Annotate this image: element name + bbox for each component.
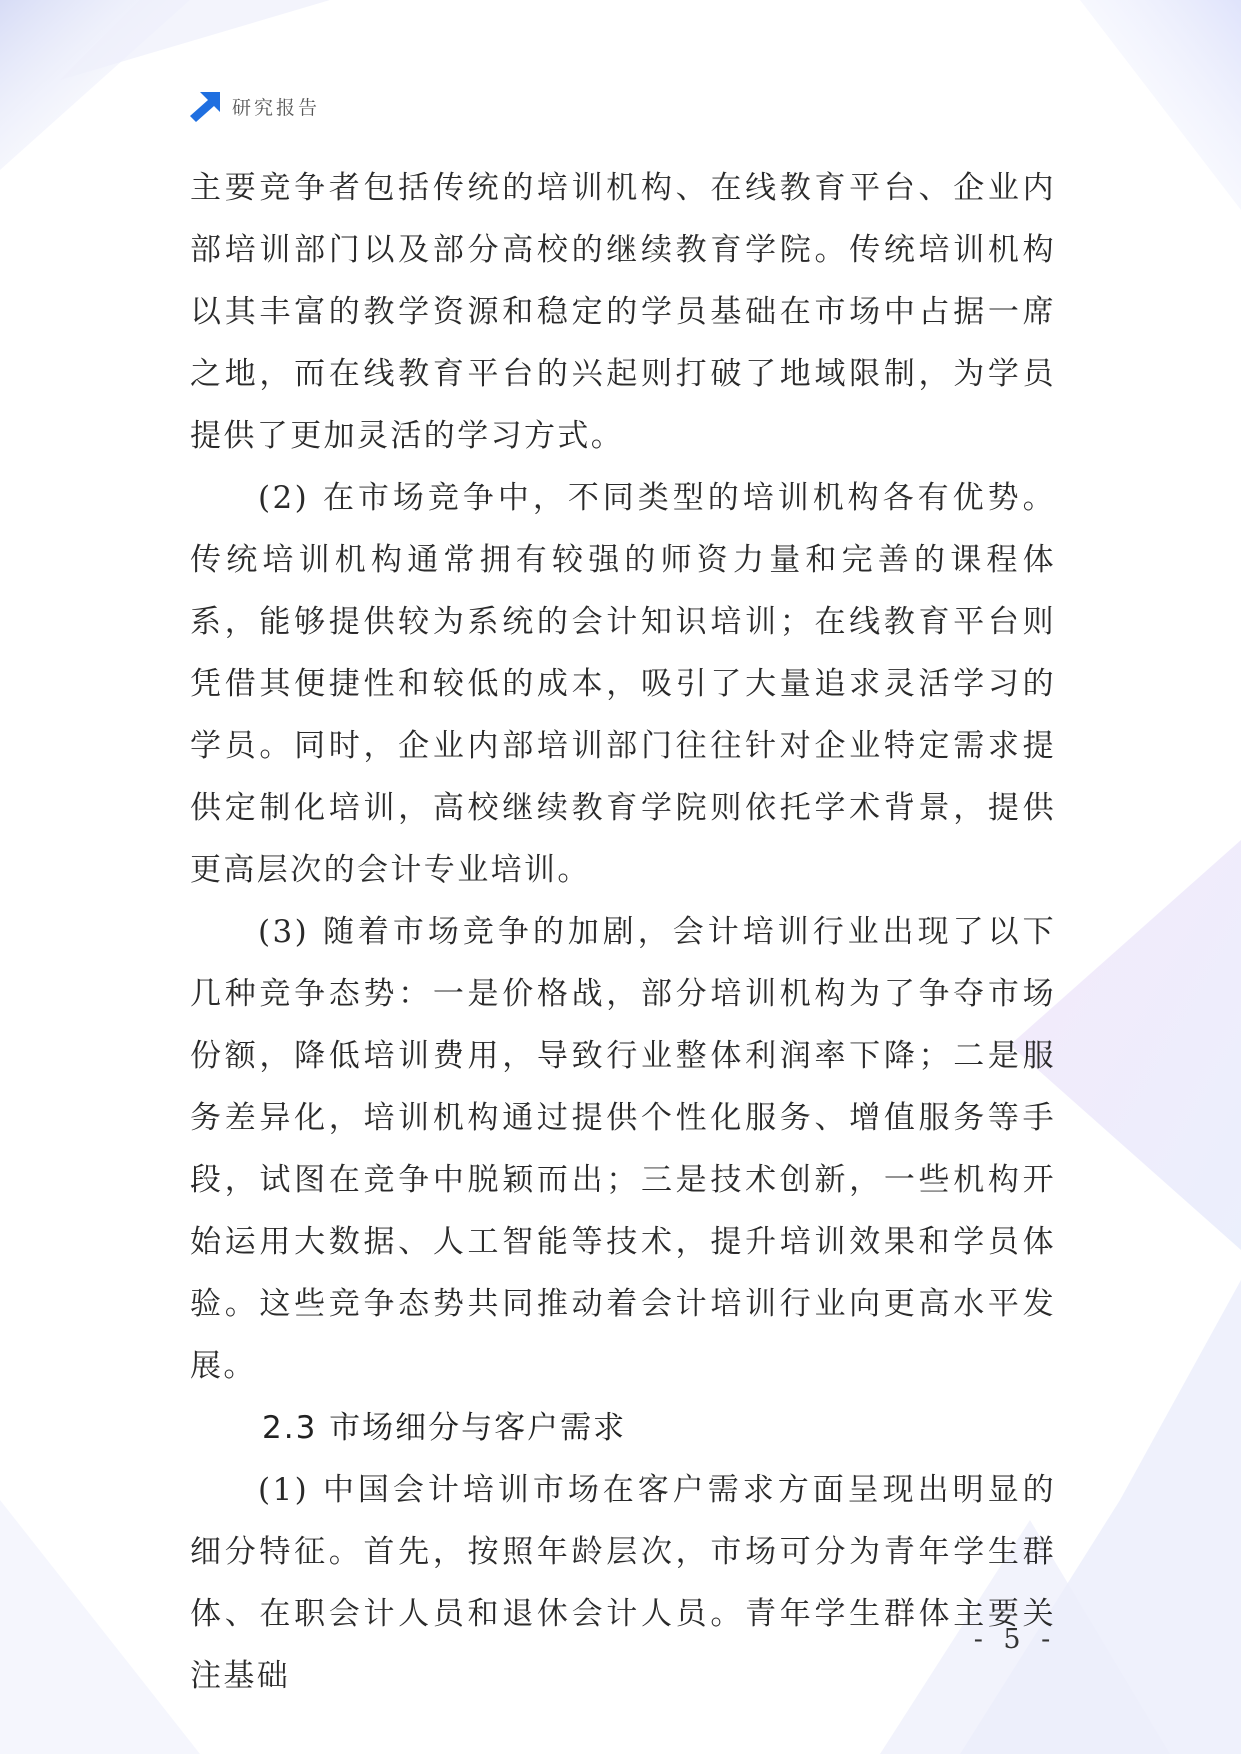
page-number: - 5 - — [973, 1624, 1057, 1655]
arrow-up-right-icon — [188, 90, 222, 122]
section-heading: 2.3 市场细分与客户需求 — [262, 1410, 627, 1446]
paragraph: (2) 在市场竞争中，不同类型的培训机构各有优势。传统培训机构通常拥有较强的师资力量和完善的课程体系，能够提供较为系统的会计知识培训；在线教育平台则凭借其便捷性和较低的成本，吸引了大量追求灵活学习的学员。同时，企业内部培训部门往往针对企业特定需求提供定制化培训，高校继续教育学院则依托学术背景，提供更高层次的会计专业培训。 — [190, 480, 1056, 888]
paragraph: 主要竞争者包括传统的培训机构、在线教育平台、企业内部培训部门以及部分高校的继续教育学院。传统培训机构以其丰富的教学资源和稳定的学员基础在市场中占据一席之地，而在线教育平台的兴起则打破了地域限制，为学员提供了更加灵活的学习方式。 — [190, 170, 1056, 454]
report-header — [188, 90, 320, 122]
paragraph: (1) 中国会计培训市场在客户需求方面呈现出明显的细分特征。首先，按照年龄层次，市场可分为青年学生群体、在职会计人员和退休会计人员。青年学生群体主要关注基础 — [190, 1472, 1056, 1694]
paragraph: (3) 随着市场竞争的加剧，会计培训行业出现了以下几种竞争态势：一是价格战，部分培训机构为了争夺市场份额，降低培训费用，导致行业整体利润率下降；二是服务差异化，培训机构通过提供个性化服务、增值服务等手段，试图在竞争中脱颖而出；三是技术创新，一些机构开始运用大数据、人工智能等技术，提升培训效果和学员体验。这些竞争态势共同推动着会计培训行业向更高水平发展。 — [190, 914, 1056, 1384]
document-body — [190, 157, 1056, 1707]
header-title: 研究报告 — [232, 96, 321, 119]
